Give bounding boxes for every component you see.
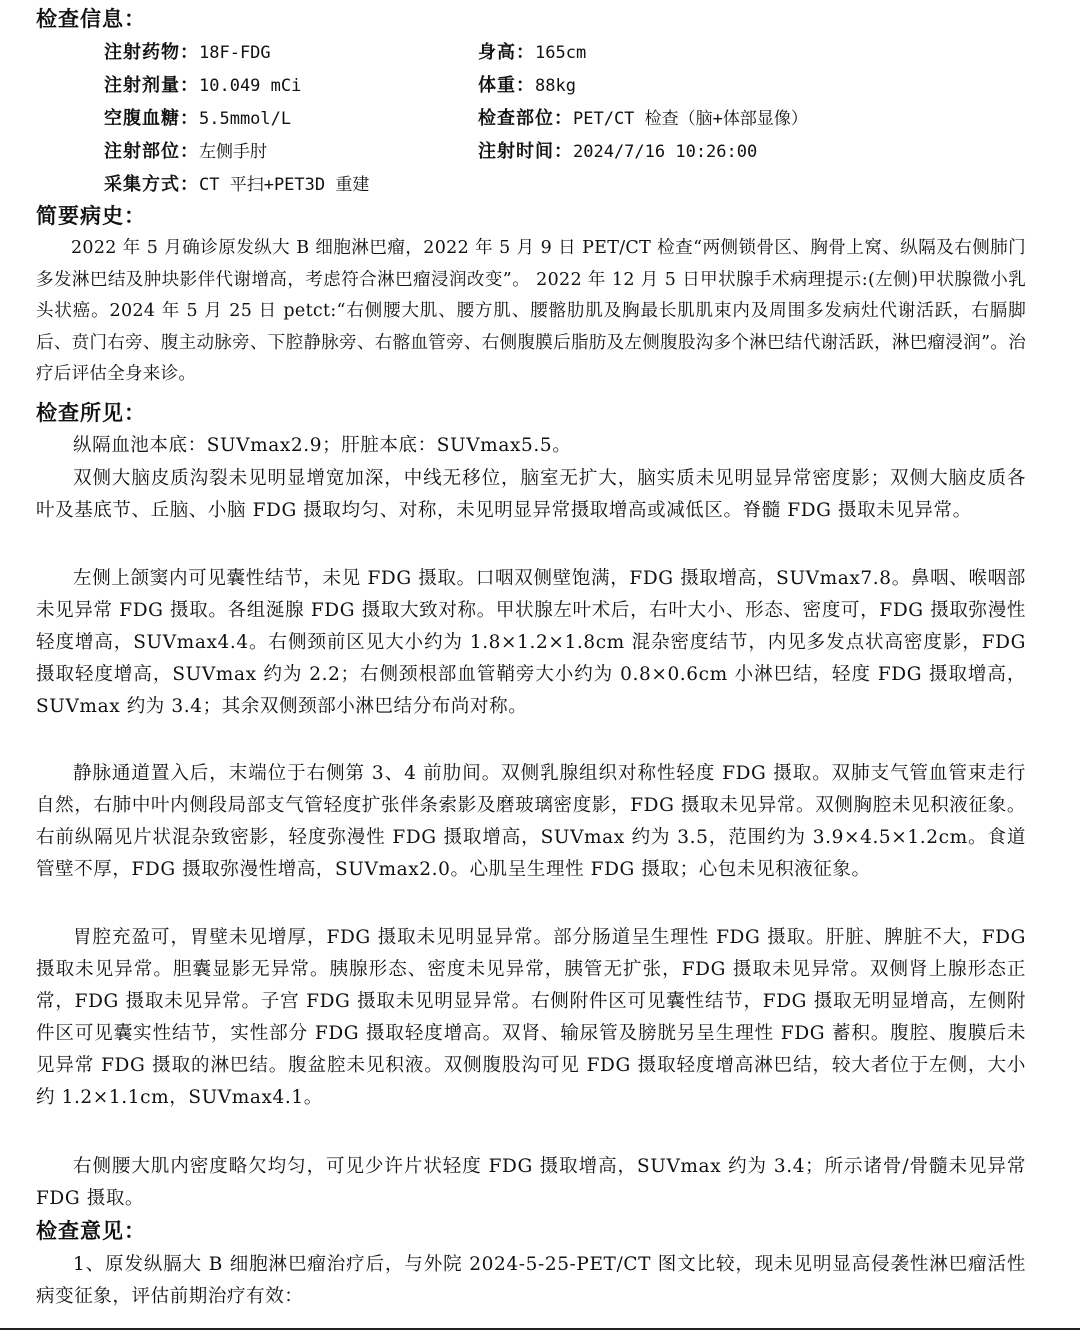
info-inject-time-value: 2024/7/16 10:26:00 — [573, 142, 758, 162]
info-dose — [104, 71, 301, 101]
info-exam-site — [478, 104, 808, 134]
info-glucose — [104, 104, 291, 134]
findings-paragraph-abdomen: 胃腔充盈可，胃壁未见增厚，FDG 摄取未见明显异常。部分肠道呈生理性 FDG 摄取。肝脏、脾脏不大，FDG 摄取未见异常。胆囊显影无异常。胰腺形态、密度未见异常，胰管无扩张，FDG 摄取未见异常。双侧肾上腺形态正常，FDG 摄取未见异常。子宫 FDG 摄取未见明显异常。右侧附件区可见囊性结节，FDG 摄取无明显增高，左侧附件区可见囊实性结节，实性部分 FDG 摄取轻度增高。双肾、输尿管及膀胱另呈生理性 FDG 蓄积。腹腔、腹膜后未见异常 FDG 摄取的淋巴结。腹盆腔未见积液。双侧腹股沟可见 FDG 摄取轻度增高淋巴结，较大者位于左侧，大小约 1.2×1.1cm，SUVmax4.1。 — [36, 927, 1026, 1108]
info-inject-site-label: 注射部位： — [104, 141, 199, 162]
findings-paragraph-brain: 双侧大脑皮质沟裂未见明显增宽加深，中线无移位，脑室无扩大，脑实质未见明显异常密度影；双侧大脑皮质各叶及基底节、丘脑、小脑 FDG 摄取均匀、对称，未见明显异常摄取增高或减低区。脊髓 FDG 摄取未见异常。 — [36, 468, 1026, 521]
findings-paragraph-musculoskeletal: 右侧腰大肌内密度略欠均匀，可见少许片状轻度 FDG 摄取增高，SUVmax 约为 3.4；所示诸骨/骨髓未见异常 FDG 摄取。 — [36, 1156, 1026, 1209]
info-acquisition-value: CT 平扫+PET3D 重建 — [199, 175, 370, 195]
history-paragraph: 2022 年 5 月确诊原发纵大 B 细胞淋巴瘤，2022 年 5 月 9 日 PET/CT 检查“两侧锁骨区、胸骨上窝、纵隔及右侧肺门多发淋巴结及肿块影伴代谢增高，考虑符合淋巴瘤浸润改变”。 2022 年 12 月 5 日甲状腺手术病理提示:(左侧)甲状腺微小乳头状癌。2024 年 5 月 25 日 petct:“右侧腰大肌、腰方肌、腰髂肋肌及胸最长肌肌束内及周围多发病灶代谢活跃，右膈脚后、贲门右旁、腹主动脉旁、下腔静脉旁、右髂血管旁、右侧腹膜后脂肪及左侧腹股沟多个淋巴结代谢活跃，淋巴瘤浸润”。治疗后评估全身来诊。 — [36, 238, 1026, 384]
info-height — [478, 38, 586, 68]
info-inject-site — [104, 137, 267, 167]
page-bottom-rule — [0, 1328, 1080, 1330]
info-acquisition — [104, 170, 369, 200]
info-tracer-label: 注射药物： — [104, 42, 199, 63]
info-inject-time-label: 注射时间： — [478, 141, 573, 162]
findings-paragraph-chest: 静脉通道置入后，末端位于右侧第 3、4 前肋间。双侧乳腺组织对称性轻度 FDG 摄取。双肺支气管血管束走行自然，右肺中叶内侧段局部支气管轻度扩张伴条索影及磨玻璃密度影，FDG 摄取未见异常。双侧胸腔未见积液征象。右前纵隔见片状混杂致密影，轻度弥漫性 FDG 摄取增高，SUVmax 约为 3.5，范围约为 3.9×4.5×1.2cm。食道管壁不厚，FDG 摄取弥漫性增高，SUVmax2.0。心肌呈生理性 FDG 摄取；心包未见积液征象。 — [36, 763, 1026, 880]
info-tracer — [104, 38, 271, 68]
info-weight — [478, 71, 576, 101]
findings-paragraph-head-neck: 左侧上颌窦内可见囊性结节，未见 FDG 摄取。口咽双侧壁饱满，FDG 摄取增高，SUVmax7.8。鼻咽、喉咽部未见异常 FDG 摄取。各组涎腺 FDG 摄取大致对称。甲状腺左叶术后，右叶大小、形态、密度可，FDG 摄取弥漫性轻度增高，SUVmax4.4。右侧颈前区见大小约为 1.8×1.2×1.8cm 混杂密度结节，内见多发点状高密度影，FDG 摄取轻度增高，SUVmax 约为 2.2；右侧颈根部血管鞘旁大小约为 0.8×0.6cm 小淋巴结，轻度 FDG 摄取增高，SUVmax 约为 3.4；其余双侧颈部小淋巴结分布尚对称。 — [36, 568, 1026, 717]
info-acquisition-label: 采集方式： — [104, 174, 199, 195]
info-weight-value: 88kg — [535, 76, 576, 96]
info-glucose-label: 空腹血糖： — [104, 108, 199, 129]
section-heading-history: 简要病史： — [36, 204, 146, 228]
conclusion-paragraph: 1、原发纵膈大 B 细胞淋巴瘤治疗后，与外院 2024-5-25-PET/CT 图文比较，现未见明显高侵袭性淋巴瘤活性病变征象，评估前期治疗有效： — [36, 1254, 1026, 1307]
section-heading-conclusion: 检查意见： — [36, 1219, 146, 1243]
info-glucose-value: 5.5mmol/L — [199, 109, 292, 129]
info-height-value: 165cm — [535, 43, 587, 63]
info-inject-time — [478, 137, 757, 167]
info-dose-value: 10.049 mCi — [199, 76, 302, 96]
info-exam-site-label: 检查部位： — [478, 108, 573, 129]
section-heading-exam-info: 检查信息： — [36, 7, 146, 31]
info-dose-label: 注射剂量： — [104, 75, 199, 96]
info-height-label: 身高： — [478, 42, 535, 63]
info-tracer-value: 18F-FDG — [199, 43, 271, 63]
info-inject-site-value: 左侧手肘 — [199, 142, 267, 162]
info-weight-label: 体重： — [478, 75, 535, 96]
info-exam-site-value: PET/CT 检查（脑+体部显像） — [573, 109, 808, 129]
findings-paragraph-baseline: 纵隔血池本底：SUVmax2.9；肝脏本底：SUVmax5.5。 — [73, 435, 572, 456]
section-heading-findings: 检查所见： — [36, 401, 146, 425]
